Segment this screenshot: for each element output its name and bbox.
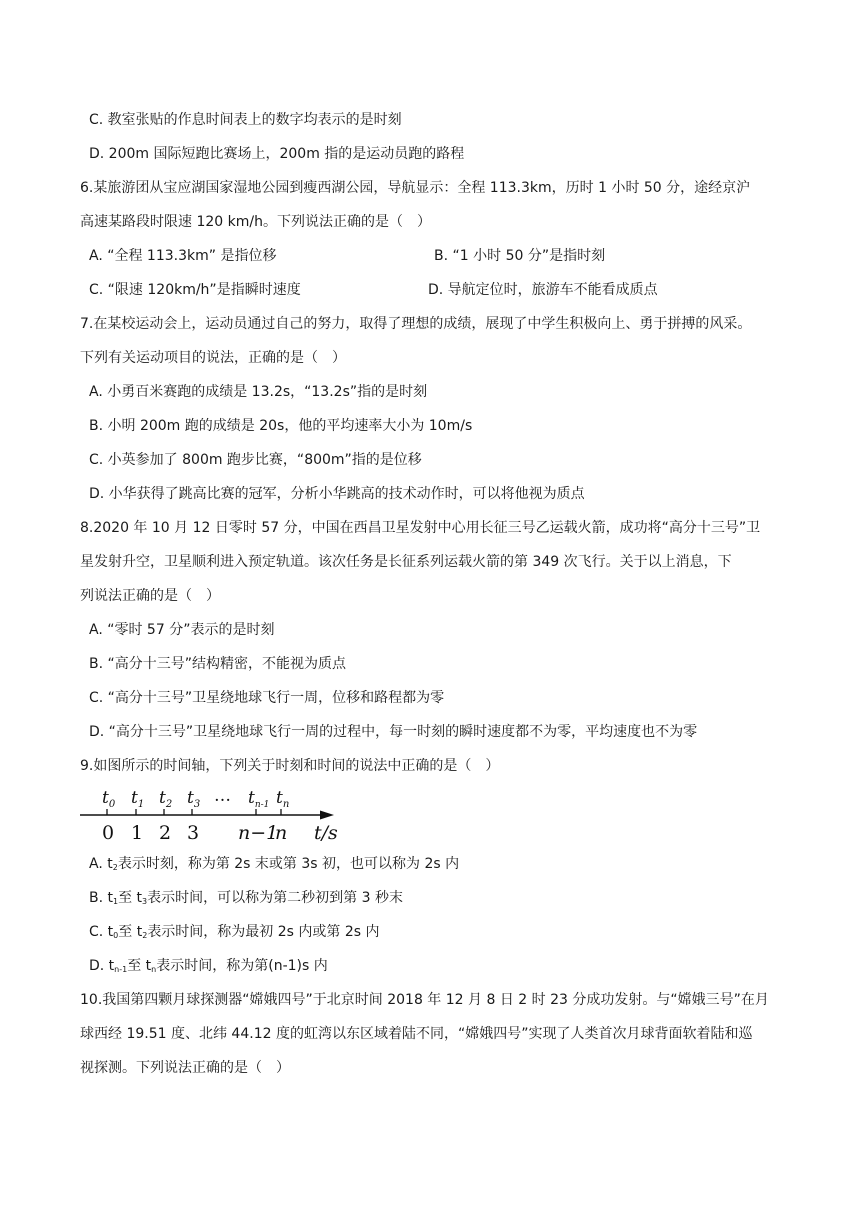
q8-stem-line3: 列说法正确的是（ ） [80, 588, 220, 604]
axis-unit: t/s [314, 822, 338, 844]
q10-stem-line3: 视探测。下列说法正确的是（ ） [80, 1060, 290, 1076]
q6-option-b: B. “1 小时 50 分”是指时刻 [434, 248, 606, 264]
q7-option-d: D. 小华获得了跳高比赛的冠军，分析小华跳高的技术动作时，可以将他视为质点 [89, 486, 585, 502]
q6-option-c: C. “限速 120km/h”是指瞬时速度 [89, 282, 301, 298]
axis-number-n-1: n−1 [238, 822, 279, 844]
q9-option-c: C. $t_0$至 $t_2$表示时间，称为最初 2s 内或第 2s 内 [89, 924, 380, 940]
axis-label-tn: $t_n$ [276, 788, 290, 810]
axis-number-3: 3 [187, 822, 200, 844]
q8-stem-line2: 星发射升空，卫星顺利进入预定轨道。该次任务是长征系列运载火箭的第 349 次飞行。关于以上消息，下 [80, 554, 732, 570]
q7-option-c: C. 小英参加了 800m 跑步比赛，“800m”指的是位移 [89, 452, 422, 468]
axis-label-tn-1: $t_{n-1}$ [248, 788, 270, 810]
axis-label-t1: $t_1$ [131, 788, 145, 810]
q10-stem-line2: 球西经 19.51 度、北纬 44.12 度的虹湾以东区域着陆不同，“嫦娥四号”实现了人类首次月球背面软着陆和巡 [80, 1026, 753, 1042]
q7-option-a: A. 小勇百米赛跑的成绩是 13.2s，“13.2s”指的是时刻 [89, 384, 428, 400]
q9-option-a: A. $t_2$表示时刻，称为第 2s 末或第 3s 初，也可以称为 2s 内 [89, 856, 460, 872]
q8-option-d: D. “高分十三号”卫星绕地球飞行一周的过程中，每一时刻的瞬时速度都不为零，平均速度也不为零 [89, 724, 698, 740]
axis-number-0: 0 [102, 822, 115, 844]
axis-label-t3: $t_3$ [187, 788, 201, 810]
axis-number-2: 2 [159, 822, 172, 844]
q5-option-d: D. 200m 国际短跑比赛场上，200m 指的是运动员跑的路程 [89, 146, 465, 162]
q9-option-d: D. $t_{n-1}$至 $t_n$表示时间，称为第(n-1)s 内 [89, 958, 328, 974]
q9-stem-line1: 9.如图所示的时间轴，下列关于时刻和时间的说法中正确的是（ ） [80, 758, 500, 774]
q7-stem-line1: 7.在某校运动会上，运动员通过自己的努力，取得了理想的成绩，展现了中学生积极向上、勇于拼搏的风采。 [80, 316, 752, 332]
q9-option-b: B. $t_1$至 $t_3$表示时间，可以称为第二秒初到第 3 秒末 [89, 890, 403, 906]
axis-number-1: 1 [131, 822, 144, 844]
time-axis-figure [78, 782, 338, 844]
q10-stem-line1: 10.我国第四颗月球探测器“嫦娥四号”于北京时间 2018 年 12 月 8 日 2 时 23 分成功发射。与“嫦娥三号”在月 [80, 992, 769, 1008]
q8-option-a: A. “零时 57 分”表示的是时刻 [89, 622, 275, 638]
q6-stem-line1: 6.某旅游团从宝应湖国家湿地公园到瘦西湖公园，导航显示：全程 113.3km，历时 1 小时 50 分，途经京沪 [80, 180, 751, 196]
q7-option-b: B. 小明 200m 跑的成绩是 20s，他的平均速率大小为 10m/s [89, 418, 473, 434]
q5-option-c: C. 教室张贴的作息时间表上的数字均表示的是时刻 [89, 112, 402, 128]
axis-label-t2: $t_2$ [159, 788, 173, 810]
axis-label-ellipsis: … [214, 786, 231, 806]
q6-option-a: A. “全程 113.3km” 是指位移 [89, 248, 277, 264]
q8-stem-line1: 8.2020 年 10 月 12 日零时 57 分，中国在西昌卫星发射中心用长征三号乙运载火箭，成功将“高分十三号”卫 [80, 520, 761, 536]
q7-stem-line2: 下列有关运动项目的说法，正确的是（ ） [80, 350, 346, 366]
q8-option-b: B. “高分十三号”结构精密，不能视为质点 [89, 656, 347, 672]
q8-option-c: C. “高分十三号”卫星绕地球飞行一周，位移和路程都为零 [89, 690, 445, 706]
axis-arrow [320, 811, 334, 820]
q6-stem-line2: 高速某路段时限速 120 km/h。下列说法正确的是（ ） [80, 214, 431, 230]
axis-number-n: n [275, 822, 288, 844]
axis-label-t0: $t_0$ [102, 788, 116, 810]
q6-option-d: D. 导航定位时，旅游车不能看成质点 [428, 282, 658, 298]
